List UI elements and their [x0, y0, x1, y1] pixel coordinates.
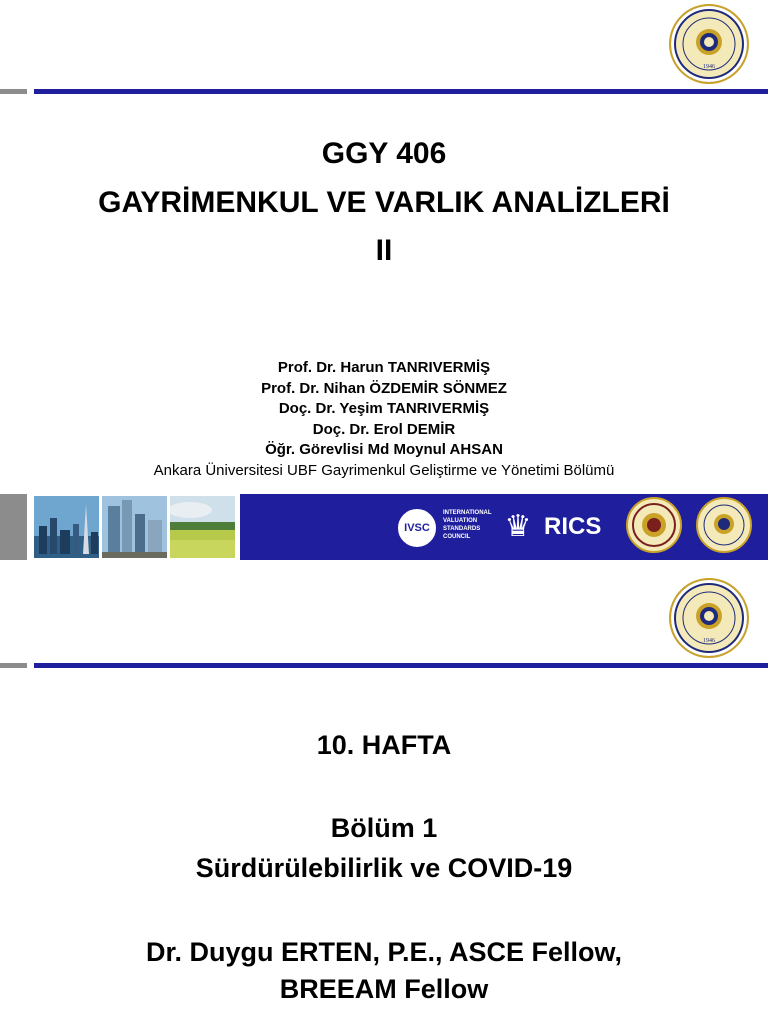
author-line: Prof. Dr. Nihan ÖZDEMİR SÖNMEZ [261, 379, 507, 397]
city-skyline-photo [34, 496, 99, 558]
author-line: Doç. Dr. Yeşim TANRIVERMİŞ [278, 400, 490, 417]
ivsc-caption [443, 509, 492, 541]
header-rule-gray [0, 89, 27, 94]
ivsc-caption-line: COUNCIL [443, 534, 471, 540]
rics-logo-text: RICS [544, 513, 602, 540]
ivsc-caption-line: INTERNATIONAL [443, 510, 492, 516]
modern-towers-photo [102, 496, 167, 558]
author-line: Doç. Dr. Erol DEMİR [312, 420, 456, 438]
week-slide [0, 570, 768, 1024]
week-label: 10. HAFTA [316, 730, 452, 760]
course-part: II [375, 234, 393, 267]
presenter-line: Dr. Duygu ERTEN, P.E., ASCE Fellow, [145, 937, 623, 967]
ankara-university-seal-icon [669, 4, 749, 84]
ankara-university-seal-icon [669, 578, 749, 658]
header-rule-gray [0, 663, 27, 668]
footer-banner [0, 494, 768, 560]
banner-gray-block [0, 494, 27, 560]
green-field-photo [170, 496, 235, 558]
ivsc-caption-line: VALUATION [443, 518, 478, 524]
topic-title: Sürdürülebilirlik ve COVID-19 [195, 853, 573, 883]
rics-lion-icon: ♛ [504, 510, 532, 543]
department-line: Ankara Üniversitesi UBF Gayrimenkul Geliştirme ve Yönetimi Bölümü [153, 461, 615, 479]
author-list [0, 358, 768, 481]
ivsc-caption-line: STANDARDS [443, 526, 481, 532]
course-code: GGY 406 [321, 137, 447, 170]
ubf-faculty-logo-icon [626, 497, 682, 553]
svg-text:1946: 1946 [703, 638, 715, 644]
ivsc-logo-icon: IVSC [396, 507, 438, 549]
presenter-line: BREEAM Fellow [279, 974, 489, 1004]
author-line: Prof. Dr. Harun TANRIVERMİŞ [277, 359, 491, 376]
header-rule-blue [34, 89, 768, 94]
header-rule-blue [34, 663, 768, 668]
chapter-label: Bölüm 1 [330, 813, 438, 843]
ankara-university-seal-small-icon [696, 497, 752, 553]
svg-text:1946: 1946 [703, 64, 715, 70]
author-line: Öğr. Görevlisi Md Moynul AHSAN [265, 441, 503, 458]
course-title: GAYRİMENKUL VE VARLIK ANALİZLERİ [98, 186, 670, 219]
